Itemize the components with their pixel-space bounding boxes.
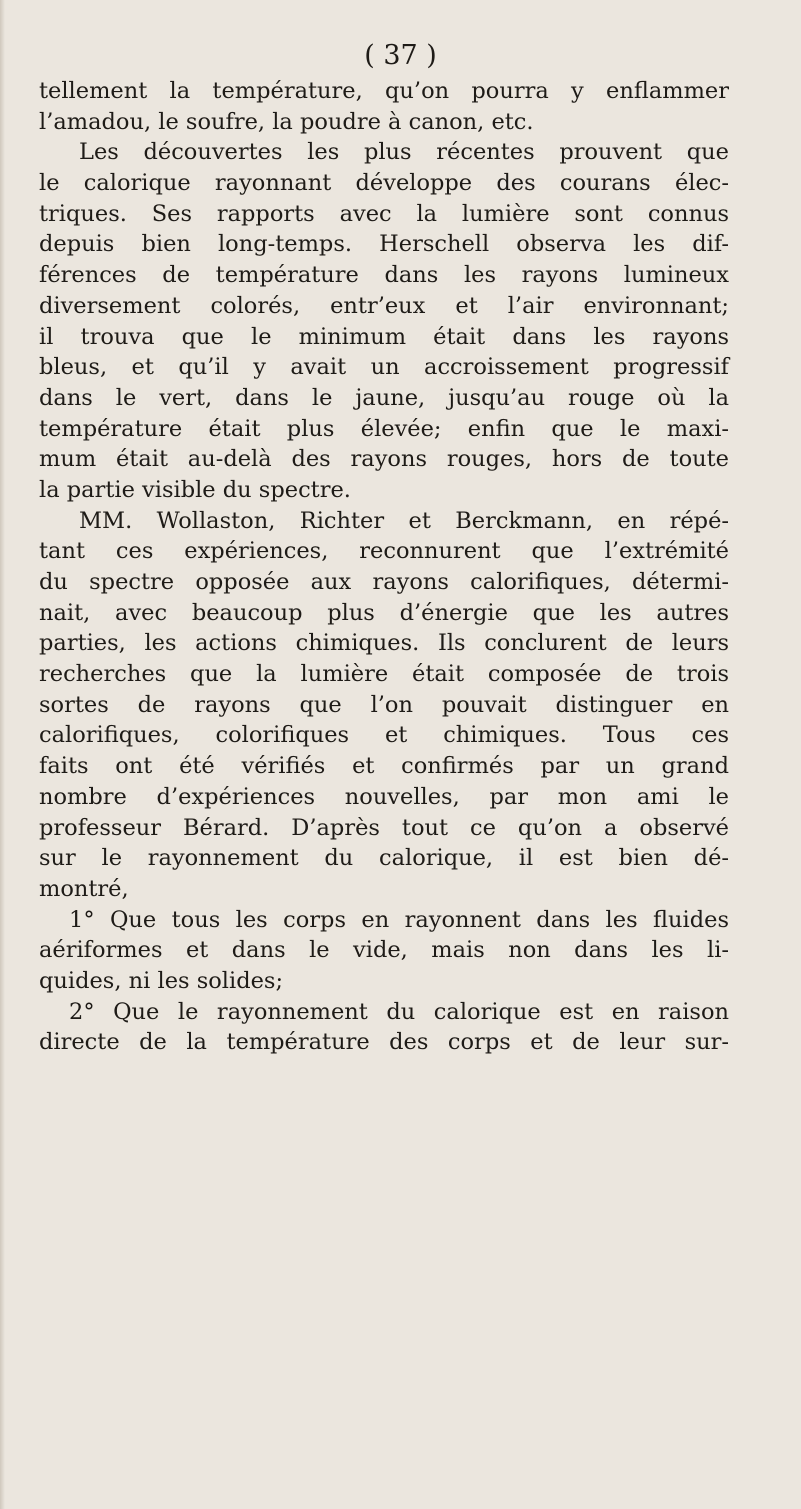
text-line: mum était au-delà des rayons rouges, hors de toute [39, 446, 729, 473]
page-number: ( 37 ) [364, 40, 437, 71]
text-line: depuis bien long-temps. Herschell observa les dif- [39, 231, 729, 258]
text-line: calorifiques, colorifiques et chimiques. Tous ces [39, 722, 729, 749]
text-line: directe de la température des corps et de leur sur- [39, 1029, 729, 1056]
text-line: diversement colorés, entr’eux et l’air environnant; [39, 292, 729, 319]
text-line: faits ont été vérifiés et confirmés par un grand [39, 753, 729, 780]
text-line: recherches que la lumière était composée de trois [39, 661, 729, 688]
text-line: nombre d’expériences nouvelles, par mon ami le [39, 783, 729, 810]
text-line: sortes de rayons que l’on pouvait distinguer en [39, 691, 729, 718]
text-line: il trouva que le minimum était dans les rayons [39, 323, 729, 350]
text-line: l’amadou, le soufre, la poudre à canon, etc. [39, 108, 534, 135]
text-line: tant ces expériences, reconnurent que l’extrémité [39, 538, 729, 565]
text-line: triques. Ses rapports avec la lumière sont connus [39, 200, 729, 227]
text-line: férences de température dans les rayons lumineux [39, 262, 729, 289]
paragraph-start-line: Les découvertes les plus récentes prouvent que [79, 139, 729, 166]
text-line: tellement la température, qu’on pourra y enflammer [39, 78, 729, 104]
text-line: le calorique rayonnant développe des courans élec- [39, 170, 729, 197]
text-line: quides, ni les solides; [39, 967, 284, 994]
binding-edge [0, 0, 5, 1509]
text-line: professeur Bérard. D’après tout ce qu’on a observé [39, 814, 729, 841]
body-text [39, 76, 729, 1058]
text-line: parties, les actions chimiques. Ils conclurent de leurs [39, 630, 729, 657]
text-line: sur le rayonnement du calorique, il est bien dé- [39, 845, 729, 872]
text-line: bleus, et qu’il y avait un accroissement progressif [39, 354, 729, 381]
text-line: du spectre opposée aux rayons calorifiques, détermi- [39, 569, 729, 595]
text-line: nait, avec beaucoup plus d’énergie que les autres [39, 599, 729, 626]
paragraph-start-line: MM. Wollaston, Richter et Berckmann, en répé- [79, 507, 729, 534]
text-line: température était plus élevée; enfin que le maxi- [39, 415, 729, 442]
text-line: la partie visible du spectre. [39, 476, 351, 503]
text-line: dans le vert, dans le jaune, jusqu’au rouge où la [39, 384, 729, 411]
list-item-line: 1° Que tous les corps en rayonnent dans les fluides [69, 906, 729, 933]
text-line: montré, [39, 875, 129, 902]
list-item-line: 2° Que le rayonnement du calorique est en raison [69, 998, 729, 1025]
text-line: aériformes et dans le vide, mais non dans les li- [39, 937, 729, 964]
